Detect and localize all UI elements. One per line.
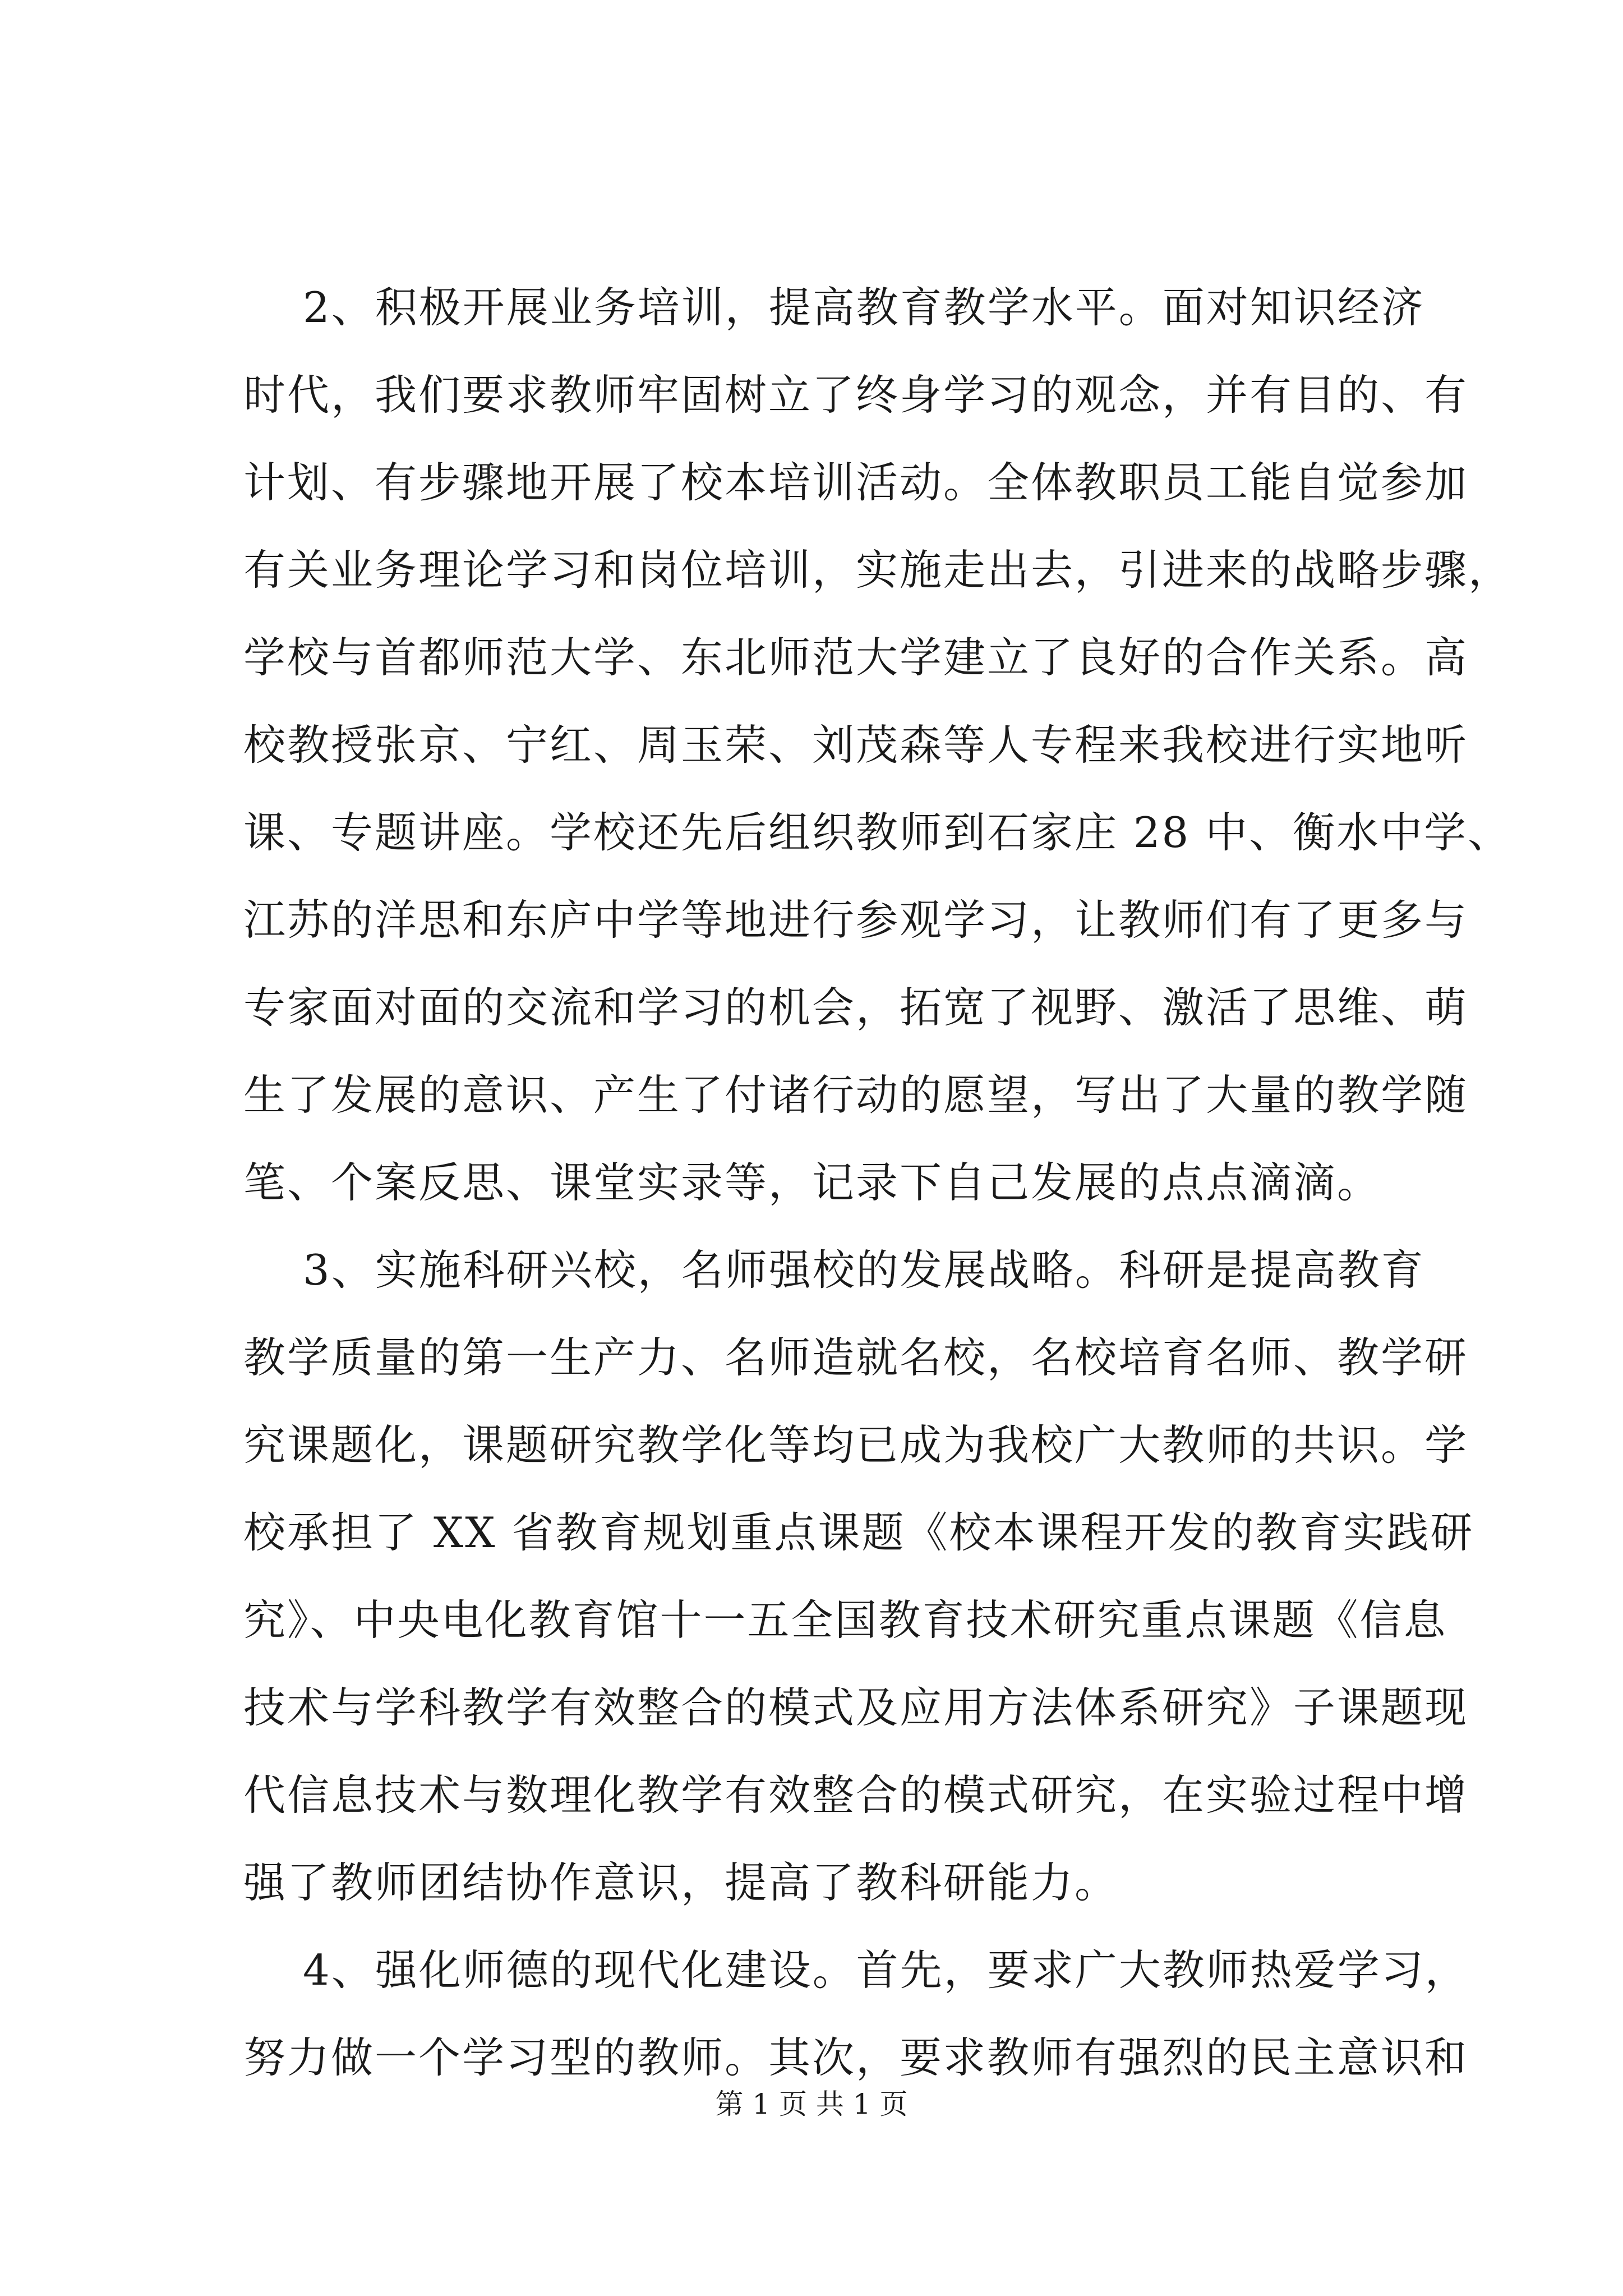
paragraph-ethics — [243, 1926, 1469, 2101]
paragraph-research — [243, 1226, 1474, 1926]
text-line: 校承担了 XX 省教育规划重点课题《校本课程开发的教育实践研 — [243, 1508, 1474, 1557]
text-line: 3、实施科研兴校，名师强校的发展战略。科研是提高教育 — [303, 1245, 1425, 1295]
paragraph-training — [243, 264, 1513, 1226]
text-line: 努力做一个学习型的教师。其次，要求教师有强烈的民主意识和 — [243, 2033, 1469, 2082]
text-line: 究》、中央电化教育馆十一五全国教育技术研究重点课题《信息 — [243, 1595, 1447, 1645]
text-line: 生了发展的意识、产生了付诸行动的愿望，写出了大量的教学随 — [243, 1070, 1469, 1120]
text-line: 课、专题讲座。学校还先后组织教师到石家庄 28 中、衡水中学、 — [243, 808, 1512, 857]
text-line: 4、强化师德的现代化建设。首先，要求广大教师热爱学习， — [303, 1945, 1469, 1995]
text-line: 校教授张京、宁红、周玉荣、刘茂森等人专程来我校进行实地听 — [243, 720, 1469, 770]
text-line: 教学质量的第一生产力、名师造就名校，名校培育名师、教学研 — [243, 1333, 1469, 1382]
text-line: 笔、个案反思、课堂实录等，记录下自己发展的点点滴滴。 — [243, 1158, 1381, 1207]
text-line: 计划、有步骤地开展了校本培训活动。全体教职员工能自觉参加 — [243, 458, 1469, 507]
text-line: 2、积极开展业务培训，提高教育教学水平。面对知识经济 — [303, 283, 1425, 332]
text-line: 时代，我们要求教师牢固树立了终身学习的观念，并有目的、有 — [243, 370, 1469, 420]
text-line: 专家面对面的交流和学习的机会，拓宽了视野、激活了思维、萌 — [243, 983, 1469, 1032]
page-number-footer: 第 1 页 共 1 页 — [715, 2088, 908, 2120]
text-line: 代信息技术与数理化教学有效整合的模式研究，在实验过程中增 — [243, 1770, 1469, 1820]
text-line: 江苏的洋思和东庐中学等地进行参观学习，让教师们有了更多与 — [243, 895, 1469, 945]
text-line: 究课题化，课题研究教学化等均已成为我校广大教师的共识。学 — [243, 1420, 1469, 1470]
text-line: 学校与首都师范大学、东北师范大学建立了良好的合作关系。高 — [243, 633, 1469, 682]
document-body — [243, 264, 1513, 2101]
text-line: 技术与学科教学有效整合的模式及应用方法体系研究》子课题现 — [243, 1683, 1469, 1732]
text-line: 强了教师团结协作意识，提高了教科研能力。 — [243, 1858, 1119, 1907]
text-line: 有关业务理论学习和岗位培训，实施走出去，引进来的战略步骤， — [243, 545, 1513, 595]
